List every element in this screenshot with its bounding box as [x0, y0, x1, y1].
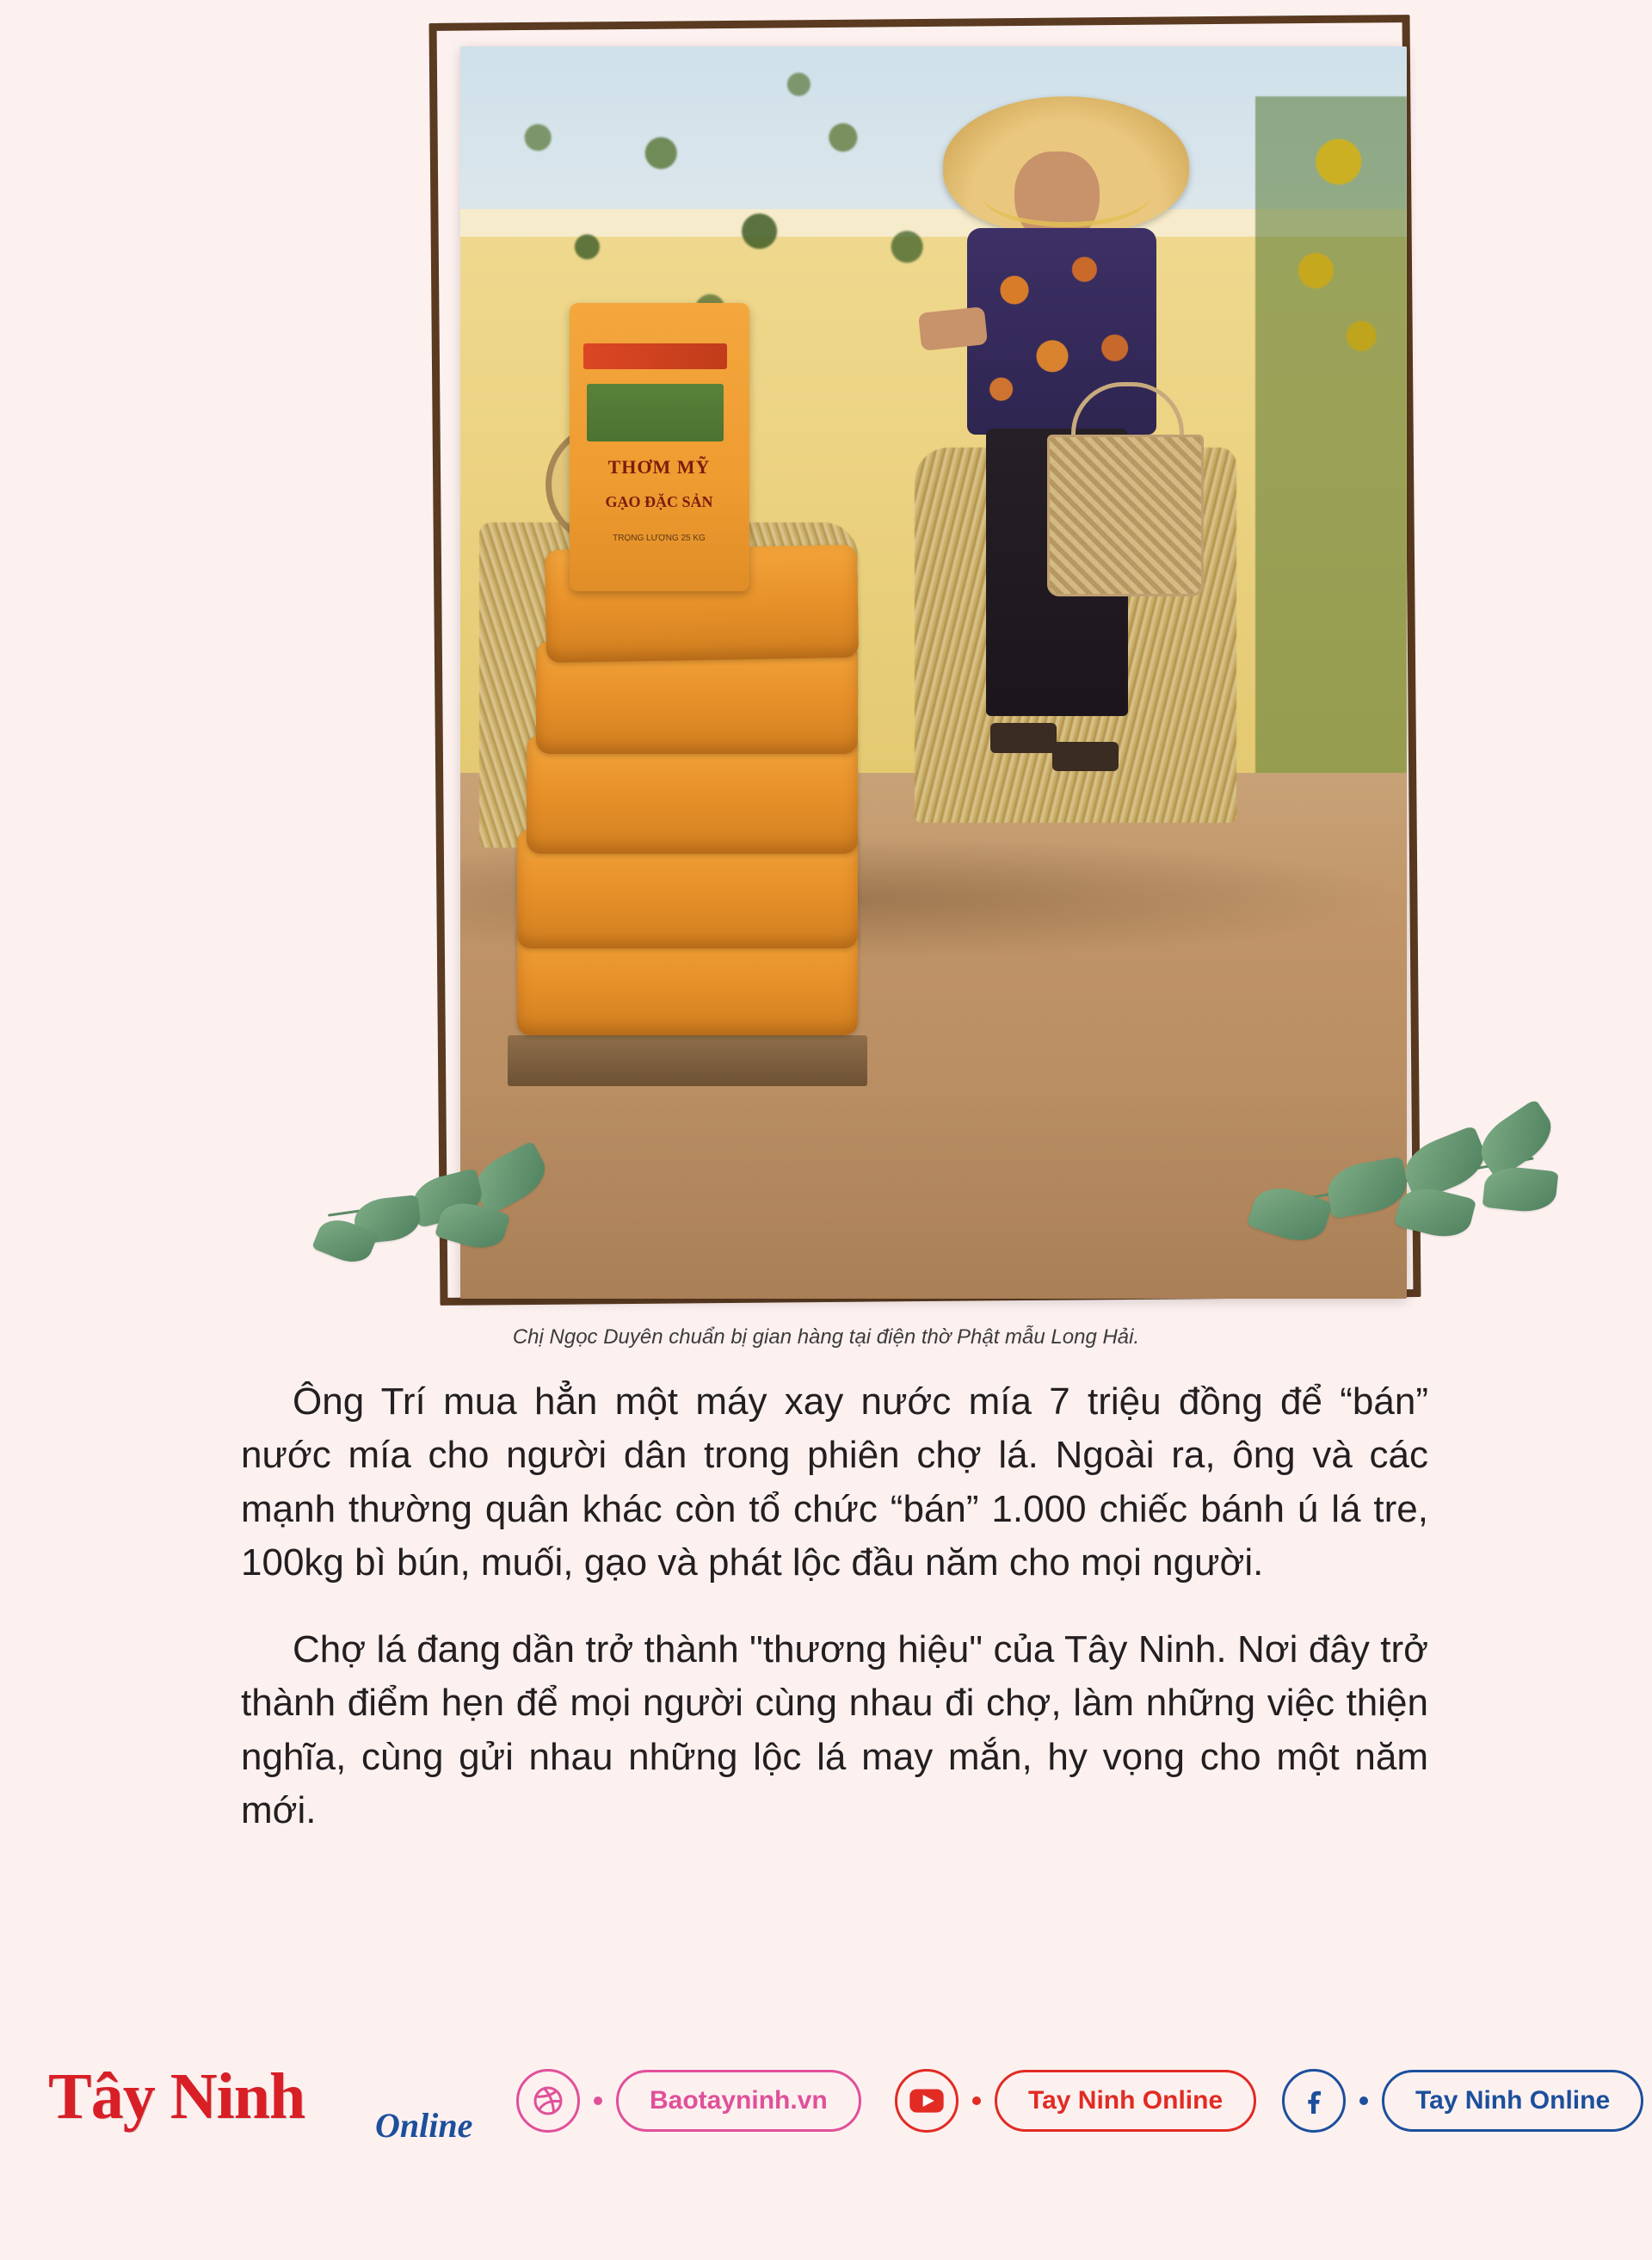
leaf-decoration-left: [310, 1138, 585, 1267]
connector-dot: [972, 2096, 981, 2105]
sack-label-red-band: [583, 343, 727, 369]
dribbble-icon[interactable]: [516, 2069, 580, 2133]
woman-sandal: [1052, 742, 1119, 772]
youtube-icon[interactable]: [895, 2069, 959, 2133]
social-label-website[interactable]: Baotayninh.vn: [616, 2070, 861, 2132]
woman-sandal: [990, 723, 1057, 753]
photo-sunflowers: [1255, 96, 1407, 823]
connector-dot: [1359, 2096, 1368, 2105]
leaf-shape: [1482, 1164, 1559, 1215]
article-paragraph: Ông Trí mua hẳn một máy xay nước mía 7 triệu đồng để “bán” nước mía cho người dân trong phiên chợ lá. Ngoài ra, ông và các mạnh thường quân khác còn tổ chức “bán” 1.000 chiếc bánh ú lá tre, 100kg bì bún, muối, gạo và phát lộc đầu năm cho mọi người.: [241, 1380, 1428, 1584]
connector-dot: [594, 2096, 602, 2105]
logo-sub-text: Online: [375, 2106, 473, 2145]
facebook-icon[interactable]: [1282, 2069, 1346, 2133]
sack-weight-text: TRỌNG LƯỢNG 25 KG: [613, 533, 706, 543]
photo-pallet: [508, 1035, 867, 1085]
photo-caption: Chị Ngọc Duyên chuẩn bị gian hàng tại điện thờ Phật mẫu Long Hải.: [512, 1325, 1140, 1349]
sack-product-name: GẠO ĐẶC SẢN: [605, 493, 713, 511]
social-label-facebook[interactable]: Tay Ninh Online: [1382, 2070, 1643, 2132]
social-item-facebook[interactable]: [1282, 2069, 1643, 2133]
sack-brand-name: THƠM MỸ: [607, 455, 711, 478]
logo-main-text: Tây Ninh: [48, 2060, 305, 2133]
woman-arm: [917, 306, 987, 350]
social-item-website[interactable]: [516, 2069, 861, 2133]
leaf-shape: [1247, 1180, 1334, 1249]
photo-block: [435, 19, 1415, 1301]
bamboo-basket: [1047, 435, 1204, 596]
article-body: [241, 1375, 1428, 1871]
leaf-shape: [466, 1140, 553, 1216]
footer: [0, 2050, 1652, 2170]
social-label-youtube[interactable]: Tay Ninh Online: [995, 2070, 1256, 2132]
social-item-youtube[interactable]: [895, 2069, 1256, 2133]
sack-label-green-band: [587, 384, 724, 442]
leaf-shape: [1394, 1182, 1476, 1243]
leaf-decoration-right: [1226, 1108, 1587, 1254]
rice-sack-front: [570, 303, 749, 591]
site-logo[interactable]: [41, 2055, 489, 2158]
hat-strap: [981, 159, 1151, 227]
article-paragraph: Chợ lá đang dần trở thành "thương hiệu" của Tây Ninh. Nơi đây trở thành điểm hẹn để mọi người cùng nhau đi chợ, làm những việc thiện nghĩa, cùng gửi nhau những lộc lá may mắn, hy vọng cho một năm mới.: [241, 1627, 1428, 1832]
